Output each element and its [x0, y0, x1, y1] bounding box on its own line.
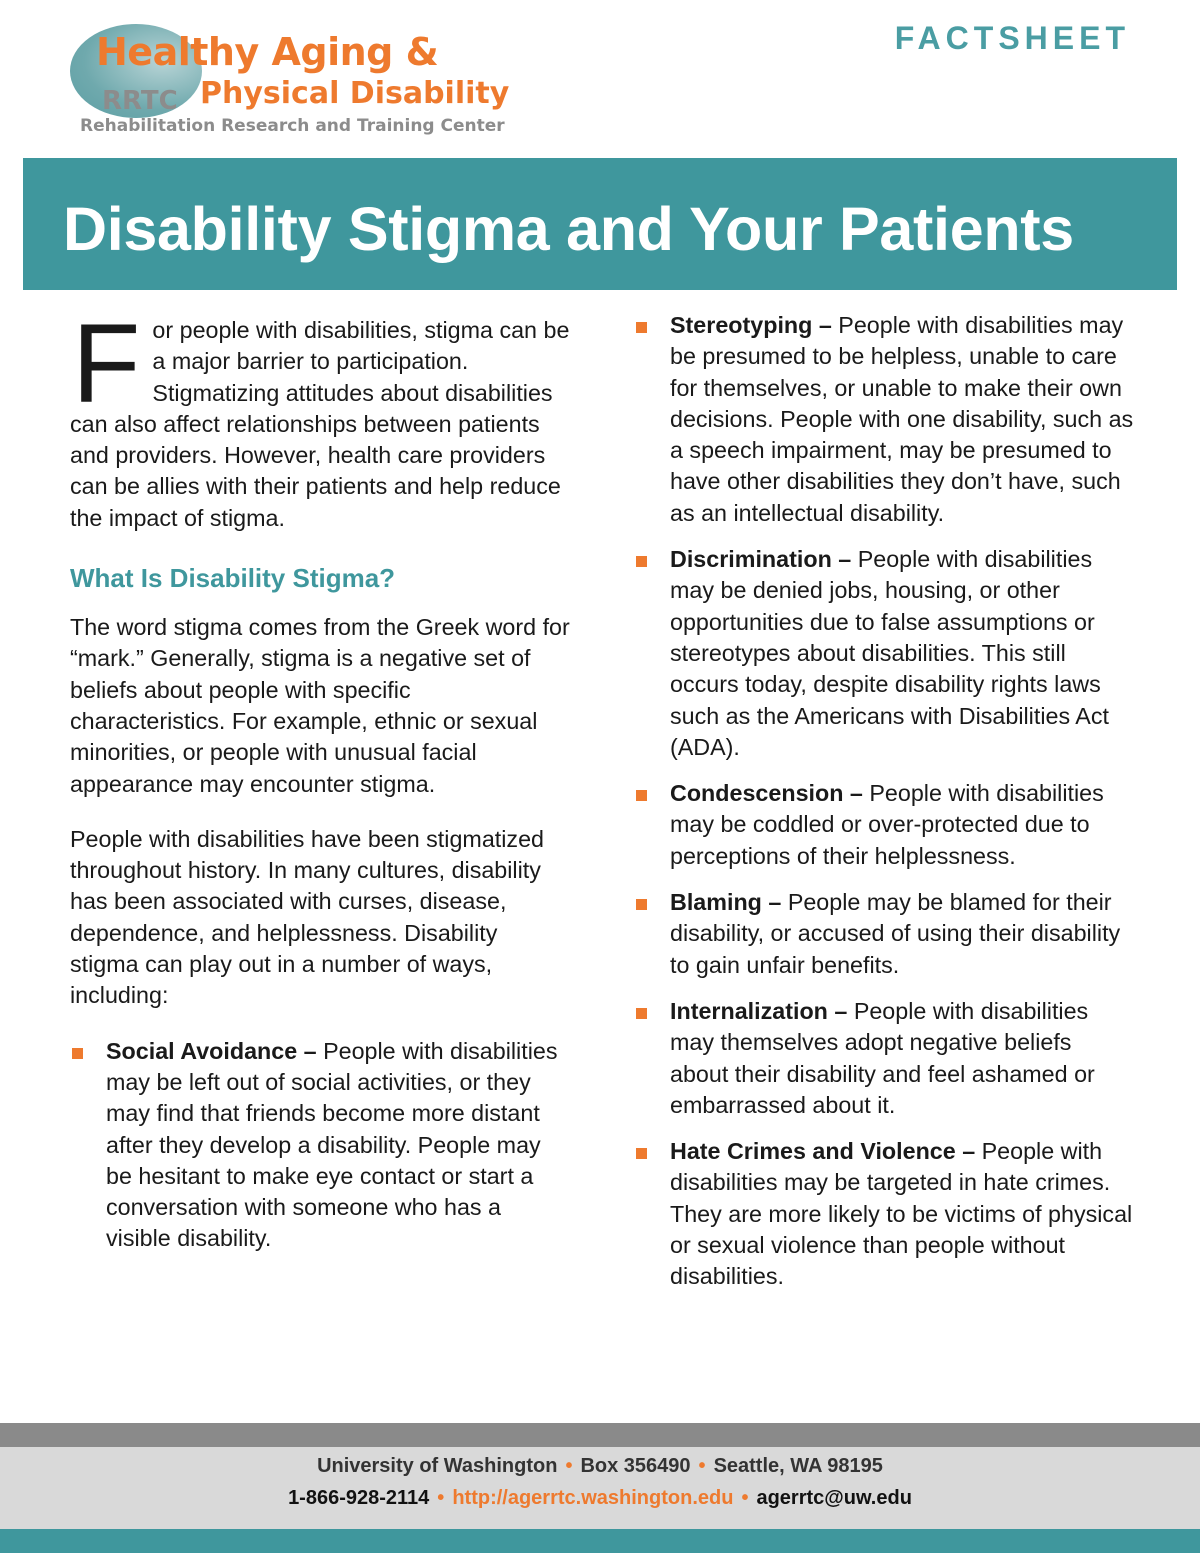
- bullet-term: Condescension –: [670, 780, 863, 807]
- bullet-term: Discrimination –: [670, 546, 852, 573]
- bullet-item: [634, 310, 1134, 529]
- orange-square-bullet-icon: [636, 556, 647, 567]
- bullet-text: People with disabilities may be coddled or over-protected due to perceptions of their helplessness.: [670, 780, 1104, 869]
- footer-city: Seattle, WA 98195: [713, 1455, 883, 1477]
- rrtc-logo: [68, 18, 528, 143]
- footer-bar-gray: [0, 1423, 1200, 1447]
- footer: [0, 1447, 1200, 1529]
- intro-text: or people with disabilities, stigma can be a major barrier to participation. Stigmatizing attitudes about disabilities can also affect relationships between patients and providers. However, health care providers can be allies with their patients and help reduce the impact of stigma.: [70, 317, 570, 531]
- footer-bar-teal: [0, 1529, 1200, 1553]
- footer-org: University of Washington: [317, 1455, 558, 1477]
- page-title: Disability Stigma and Your Patients: [63, 195, 1074, 263]
- orange-square-bullet-icon: [636, 899, 647, 910]
- separator-dot: •: [565, 1455, 573, 1477]
- bullet-item: [70, 1036, 570, 1255]
- section-paragraph-2: People with disabilities have been stigmatized throughout history. In many cultures, disability has been associated with curses, disease, dependence, and helplessness. Disability stigma can play out in a number of ways, including:: [70, 825, 544, 1009]
- bullet-item: [634, 887, 1134, 981]
- separator-dot: •: [698, 1455, 706, 1477]
- footer-email-link[interactable]: agerrtc@uw.edu: [756, 1487, 912, 1509]
- intro-paragraph: [70, 301, 570, 534]
- bullet-text: People may be blamed for their disability, or accused of using their disability to gain unfair benefits.: [670, 889, 1121, 978]
- separator-dot: •: [437, 1487, 445, 1509]
- factsheet-label: FACTSHEET: [894, 20, 1130, 56]
- orange-square-bullet-icon: [636, 790, 647, 801]
- bullet-term: Blaming –: [670, 889, 782, 916]
- bullet-item: [634, 544, 1134, 763]
- logo-line1: Healthy Aging &: [96, 30, 439, 74]
- footer-phone[interactable]: 1-866-928-2114: [288, 1487, 430, 1509]
- orange-square-bullet-icon: [636, 322, 647, 333]
- separator-dot: •: [741, 1487, 749, 1509]
- bullet-text: People with disabilities may themselves adopt negative beliefs about their disability and feel ashamed or embarrassed about it.: [670, 997, 1095, 1118]
- footer-box: Box 356490: [580, 1455, 691, 1477]
- left-column: [70, 301, 570, 1270]
- orange-square-bullet-icon: [636, 1008, 647, 1019]
- bullet-item: [634, 996, 1134, 1121]
- bullet-text: People with disabilities may be denied jobs, housing, or other opportunities due to false assumptions or stereotypes about disabilities. This still occurs today, despite disability rights laws such as the Americans with Disabilities Act (ADA).: [670, 546, 1109, 760]
- bullet-term: Stereotyping –: [670, 312, 832, 338]
- right-column: [634, 310, 1134, 1308]
- section-paragraph-1: The word stigma comes from the Greek word for “mark.” Generally, stigma is a negative set of beliefs about people with specific characteristics. For example, ethnic or sexual minorities, or people with unusual facial appearance may encounter stigma.: [70, 614, 570, 797]
- footer-contact: [0, 1487, 1200, 1510]
- bullet-list-left: [70, 1036, 570, 1255]
- orange-square-bullet-icon: [636, 1148, 647, 1159]
- orange-square-bullet-icon: [72, 1048, 83, 1059]
- bullet-term: Social Avoidance –: [106, 1037, 317, 1064]
- bullet-item: [634, 778, 1134, 872]
- bullet-term: Internalization –: [670, 997, 848, 1024]
- logo-line2: Physical Disability: [200, 76, 510, 111]
- bullet-text: People with disabilities may be targeted in hate crimes. They are more likely to be victims of physical or sexual violence than people without disabilities.: [670, 1138, 1133, 1290]
- footer-address: [0, 1455, 1200, 1478]
- bullet-list-right: [634, 310, 1134, 1293]
- footer-url-link[interactable]: http://agerrtc.washington.edu: [452, 1487, 734, 1509]
- drop-cap: F: [72, 301, 141, 426]
- bullet-text: People with disabilities may be left out of social activities, or they may find that friends become more distant after they develop a disability. People may be hesitant to make eye contact or start a conversation with someone who has a visible disability.: [106, 1037, 558, 1252]
- bullet-term: Hate Crimes and Violence –: [670, 1138, 976, 1165]
- title-banner: [23, 158, 1177, 290]
- bullet-text: People with disabilities may be presumed to be helpless, unable to care for themselves, or unable to make their own decisions. People with one disability, such as a speech impairment, may be presumed to have other disabilities they don’t have, such as an intellectual disability.: [670, 312, 1134, 526]
- section-heading: What Is Disability Stigma?: [70, 563, 396, 594]
- logo-subtitle: Rehabilitation Research and Training Center: [80, 116, 505, 136]
- bullet-item: [634, 1136, 1134, 1292]
- logo-rrtc: RRTC: [102, 86, 178, 116]
